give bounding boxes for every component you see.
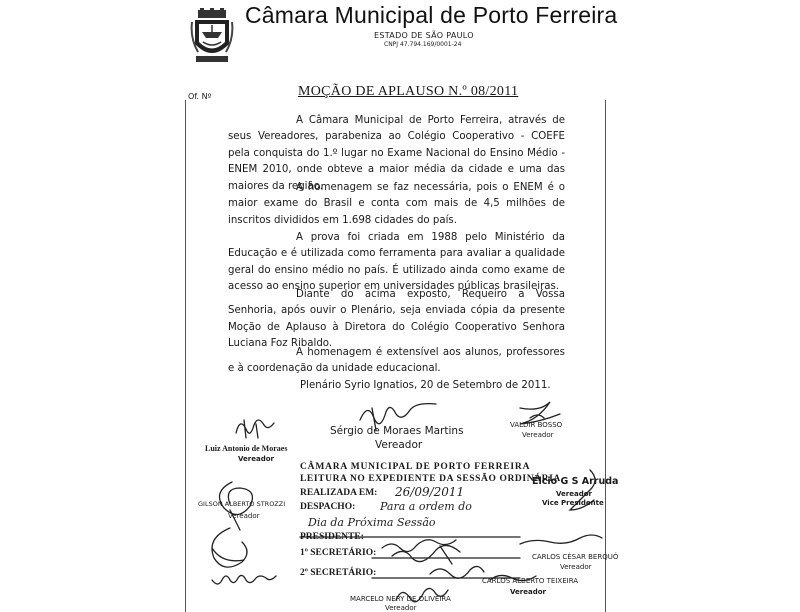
- signature-secretario2: [430, 566, 484, 578]
- stamp-secretario1-label: 1º SECRETÁRIO:: [300, 548, 377, 558]
- paragraph-5: A homenagem é extensível aos alunos, professores e à coordenação da unidade educacional.: [228, 347, 565, 375]
- signature-luiz: [236, 420, 274, 438]
- stamp-despacho-label: DESPACHO:: [300, 502, 356, 512]
- carlos-cesar-role: Vereador: [560, 563, 592, 571]
- stamp-realizada-label: REALIZADA EM:: [300, 488, 378, 498]
- stamp-despacho-value-2: Dia da Próxima Sessão: [308, 516, 436, 529]
- signature-lower-left: [212, 528, 247, 567]
- motion-title: MOÇÃO DE APLAUSO N.º 08/2011: [298, 84, 519, 99]
- gilson-role: Vereador: [228, 512, 260, 520]
- signature-carlos-cesar: [520, 535, 602, 544]
- stamp-secretario2-label: 2º SECRETÁRIO:: [300, 568, 377, 578]
- marcelo-name: MARCELO NERY DE OLIVEIRA: [350, 595, 451, 603]
- luiz-name: Luiz Antonio de Moraes: [205, 444, 288, 453]
- stamp-realizada-value: 26/09/2011: [395, 485, 465, 499]
- org-state: ESTADO DE SÃO PAULO: [374, 31, 474, 40]
- elcio-role-vereador: Vereador: [556, 490, 592, 498]
- org-title: Câmara Municipal de Porto Ferreira: [245, 2, 618, 28]
- stamp-line-1: CÂMARA MUNICIPAL DE PORTO FERREIRA: [300, 462, 531, 472]
- luiz-role: Vereador: [238, 455, 274, 463]
- of-label: Of. Nº: [188, 92, 212, 101]
- paragraph-1: A Câmara Municipal de Porto Ferreira, através de seus Vereadores, parabeniza ao Colégio Cooperativo - COEFE pela conquista do 1.º lugar no Exame Nacional do Ensino Médio - ENEM 2010, onde obteve a maior média da cidade e uma das maiores da região.: [228, 115, 565, 192]
- stamp-line-2: LEITURA NO EXPEDIENTE DA SESSÃO ORDINÁRIA: [300, 474, 561, 484]
- closing-line: Plenário Syrio Ignatios, 20 de Setembro de 2011.: [300, 380, 551, 391]
- paragraph-4: Diante do acima exposto, Requeiro a Vossa Senhoria, após ouvir o Plenário, seja enviada cópia da presente Moção de Aplauso à Diretora do Colégio Cooperativo Senhora Luciana Foz Ribaldo.: [228, 289, 565, 350]
- org-cnpj: CNPJ 47.794.169/0001-24: [384, 41, 462, 48]
- main-signer-role: Vereador: [375, 439, 423, 451]
- carlos-alberto-role: Vereador: [510, 588, 546, 596]
- signature-secretario1: [392, 545, 460, 564]
- stamp-presidente-label: PRESIDENTE:: [300, 532, 364, 542]
- stamp-despacho-value-1: Para a ordem do: [380, 500, 472, 513]
- carlos-alberto-name: CARLOS ALBERTO TEIXEIRA: [482, 577, 579, 585]
- carlos-cesar-name: CARLOS CÉSAR BERQUÓ: [532, 553, 619, 561]
- elcio-name: Élcio G S Arruda: [532, 476, 619, 487]
- gilson-name: GILSON ALBERTO STROZZI: [198, 500, 286, 508]
- elcio-role-vice-presidente: Vice Presidente: [542, 499, 604, 507]
- paragraph-2: A homenagem se faz necessária, pois o ENEM é o maior exame do Brasil e conta com mais de 4,5 milhões de inscritos divididos em 1.698 cidades do país.: [228, 182, 565, 226]
- valdir-role: Vereador: [522, 431, 554, 439]
- signature-main: [360, 404, 436, 424]
- marcelo-role: Vereador: [385, 604, 417, 612]
- valdir-name: VALDIR BOSSO: [510, 421, 563, 429]
- signature-bottom-left: [212, 575, 276, 584]
- main-signer-name: Sérgio de Moraes Martins: [330, 425, 464, 437]
- paragraph-3: A prova foi criada em 1988 pelo Ministério da Educação e é utilizada como ferramenta para avaliar a qualidade geral do ensino médio no país. É utilizado ainda como exame de acesso ao ensino superior em universidades públicas brasileiras.: [228, 232, 565, 293]
